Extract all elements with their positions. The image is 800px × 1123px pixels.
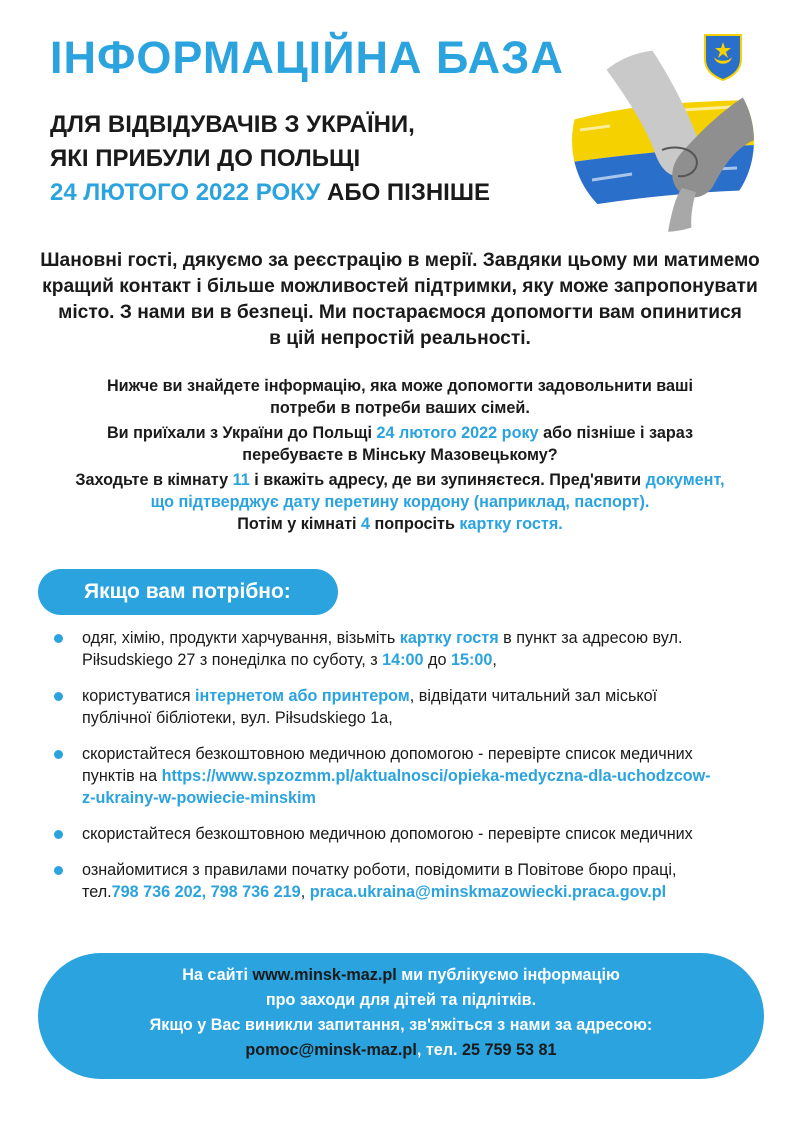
intro-line: Шановні гості, дякуємо за реєстрацію в мерії. Завдяки цьому ми матимемо xyxy=(40,250,760,271)
info-block xyxy=(30,375,770,538)
item-text: Piłsudskiego 27 з понеділка по суботу, з xyxy=(82,651,383,669)
time-from: 14:00 xyxy=(382,651,424,669)
guest-card-highlight: картку гостя xyxy=(399,629,499,647)
info-text: перебуваєте в Мінську Мазовецькому? xyxy=(242,446,558,464)
intro-line: місто. З нами ви в безпеці. Ми постараємося допомогти вам опинитися xyxy=(58,302,742,323)
list-item xyxy=(52,627,752,671)
item-text: скористайтеся безкоштовною медичною допомогою - перевірте список медичних xyxy=(82,825,693,843)
item-text: публічної бібліотеки, вул. Piłsudskiego 1a, xyxy=(82,709,393,727)
subtitle-line-3-rest: АБО ПІЗНІШЕ xyxy=(320,179,490,206)
document-highlight: документ, xyxy=(645,471,725,489)
footer-line xyxy=(38,1038,764,1063)
item-text: користуватися xyxy=(82,687,195,705)
info-text: і вкажіть адресу, де ви зупиняєтеся. Пред'явити xyxy=(249,471,646,489)
contact-phone[interactable]: 25 759 53 81 xyxy=(462,1041,557,1059)
section-heading: Якщо вам потрібно: xyxy=(38,569,338,615)
internet-printer-highlight: інтернетом або принтером xyxy=(194,687,410,705)
info-paragraph-2 xyxy=(30,422,770,466)
list-item xyxy=(52,859,752,903)
footer-line xyxy=(38,963,764,988)
info-text: Ви приїхали з України до Польщі xyxy=(106,424,377,442)
item-text: в пункт за адресою вул. xyxy=(498,629,683,647)
room-number-highlight: 4 xyxy=(361,515,371,533)
medical-points-link[interactable]: z-ukrainy-w-powiecie-minskim xyxy=(82,789,316,807)
info-text: Заходьте в кімнату xyxy=(75,471,233,489)
intro-paragraph xyxy=(30,248,770,352)
footer-line: про заходи для дітей та підлітків. xyxy=(265,991,537,1009)
footer-text: ми публікуємо інформацію xyxy=(396,966,620,984)
item-text: до xyxy=(423,651,451,669)
info-text: потреби в потреби ваших сімей. xyxy=(270,399,530,417)
intro-line: в цій непростій реальності. xyxy=(269,328,531,349)
item-text: тел. xyxy=(82,883,112,901)
info-text: Потім у кімнаті xyxy=(237,515,361,533)
needs-list xyxy=(52,627,752,917)
page-title: ІНФОРМАЦІЙНА БАЗА xyxy=(50,32,564,83)
bullet-icon xyxy=(54,750,63,759)
medical-points-link[interactable]: https://www.spzozmm.pl/aktualnosci/opieka-medyczna-dla-uchodzcow- xyxy=(161,767,711,785)
list-item xyxy=(52,685,752,729)
room-number-highlight: 11 xyxy=(232,471,250,489)
page-subtitle xyxy=(50,108,490,210)
document-highlight: що підтверджує дату перетину кордону (наприклад, паспорт). xyxy=(150,493,650,511)
subtitle-line-3 xyxy=(50,176,490,210)
list-item xyxy=(52,823,752,845)
item-text: одяг, хімію, продукти харчування, візьміть xyxy=(82,629,400,647)
item-text: скористайтеся безкоштовною медичною допомогою - перевірте список медичних xyxy=(82,745,693,763)
labour-office-email-link[interactable]: praca.ukraina@minskmazowiecki.praca.gov.pl xyxy=(309,883,667,901)
item-text: , xyxy=(492,651,497,669)
city-coat-of-arms-icon xyxy=(703,33,743,81)
subtitle-line-2: ЯКІ ПРИБУЛИ ДО ПОЛЬЩІ xyxy=(50,145,361,172)
item-text: ознайомитися з правилами початку роботи, повідомити в Повітове бюро праці, xyxy=(82,861,677,879)
bullet-icon xyxy=(54,692,63,701)
arrival-date: 24 ЛЮТОГО 2022 РОКУ xyxy=(50,179,321,206)
footer-text: , тел. xyxy=(416,1041,463,1059)
item-text: , xyxy=(300,883,310,901)
list-item xyxy=(52,743,752,809)
footer-line: Якщо у Вас виникли запитання, зв'яжіться з нами за адресою: xyxy=(149,1016,653,1034)
time-to: 15:00 xyxy=(450,651,493,669)
item-text: , відвідати читальний зал міської xyxy=(409,687,658,705)
date-highlight: 24 лютого 2022 року xyxy=(376,424,539,442)
subtitle-line-1: ДЛЯ ВІДВІДУВАЧІВ З УКРАЇНИ, xyxy=(50,111,415,138)
website-link[interactable]: www.minsk-maz.pl xyxy=(252,966,397,984)
info-paragraph-3 xyxy=(30,469,770,535)
info-paragraph-1 xyxy=(30,375,770,419)
bullet-icon xyxy=(54,830,63,839)
info-text: попросіть xyxy=(370,515,460,533)
guest-card-highlight: картку гостя. xyxy=(459,515,563,533)
bullet-icon xyxy=(54,634,63,643)
intro-line: кращий контакт і більше можливостей підтримки, яку може запропонувати xyxy=(42,276,758,297)
footer-text: На сайті xyxy=(182,966,253,984)
contact-footer xyxy=(38,953,764,1079)
info-text: Нижче ви знайдете інформацію, яка може допомогти задовольнити ваші xyxy=(106,377,694,395)
labour-office-phones[interactable]: 798 736 202, 798 736 219 xyxy=(111,883,301,901)
info-text: або пізніше і зараз xyxy=(538,424,694,442)
bullet-icon xyxy=(54,866,63,875)
item-text: пунктів на xyxy=(82,767,162,785)
contact-email-link[interactable]: pomoc@minsk-maz.pl xyxy=(245,1041,417,1059)
